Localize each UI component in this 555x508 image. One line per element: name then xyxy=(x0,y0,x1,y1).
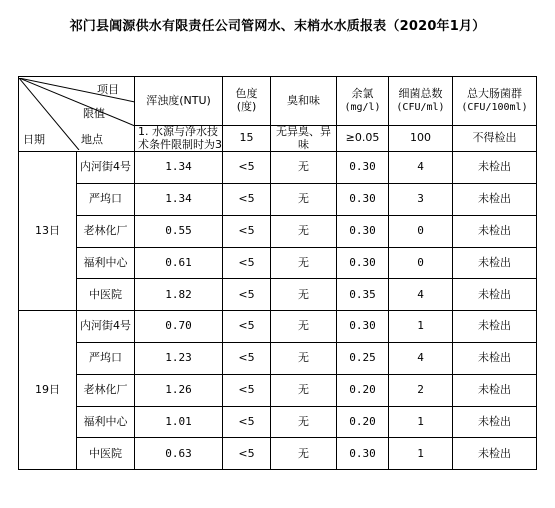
odor-cell: 无 xyxy=(271,406,337,438)
table-row xyxy=(19,152,537,184)
turbidity-cell: 1.23 xyxy=(135,343,223,375)
date-cell: 19日 xyxy=(19,311,77,470)
table-row xyxy=(19,406,537,438)
limit-odor: 无异臭、异味 xyxy=(271,126,337,152)
table-row xyxy=(19,247,537,279)
bacteria-cell: 1 xyxy=(389,406,453,438)
place-cell: 中医院 xyxy=(77,279,135,311)
chlorine-cell: 0.30 xyxy=(337,438,389,470)
table-row xyxy=(19,184,537,216)
turbidity-cell: 0.63 xyxy=(135,438,223,470)
turbidity-cell: 1.82 xyxy=(135,279,223,311)
turbidity-cell: 1.01 xyxy=(135,406,223,438)
turbidity-cell: 1.26 xyxy=(135,374,223,406)
coliform-cell: 未检出 xyxy=(453,215,537,247)
water-quality-table xyxy=(18,76,537,470)
bacteria-cell: 3 xyxy=(389,184,453,216)
place-cell: 福利中心 xyxy=(77,406,135,438)
limit-chlorine: ≥0.05 xyxy=(337,126,389,152)
bacteria-cell: 2 xyxy=(389,374,453,406)
color-cell: <5 xyxy=(223,279,271,311)
place-cell: 严坞口 xyxy=(77,343,135,375)
color-cell: <5 xyxy=(223,374,271,406)
color-cell: <5 xyxy=(223,215,271,247)
chlorine-cell: 0.30 xyxy=(337,215,389,247)
color-cell: <5 xyxy=(223,184,271,216)
bacteria-cell: 0 xyxy=(389,215,453,247)
coliform-cell: 未检出 xyxy=(453,406,537,438)
color-cell: <5 xyxy=(223,406,271,438)
chlorine-cell: 0.30 xyxy=(337,247,389,279)
date-cell: 13日 xyxy=(19,152,77,311)
turbidity-cell: 1.34 xyxy=(135,152,223,184)
odor-cell: 无 xyxy=(271,152,337,184)
chlorine-cell: 0.20 xyxy=(337,406,389,438)
turbidity-cell: 0.61 xyxy=(135,247,223,279)
coliform-cell: 未检出 xyxy=(453,279,537,311)
odor-cell: 无 xyxy=(271,438,337,470)
turbidity-cell: 0.70 xyxy=(135,311,223,343)
coliform-cell: 未检出 xyxy=(453,374,537,406)
place-cell: 老林化厂 xyxy=(77,215,135,247)
page-title: 祁门县阊源供水有限责任公司管网水、末梢水水质报表（2020年1月） xyxy=(69,19,486,34)
corner-date-label: 日期 xyxy=(23,133,45,147)
place-cell: 内河街4号 xyxy=(77,152,135,184)
coliform-cell: 未检出 xyxy=(453,184,537,216)
place-cell: 中医院 xyxy=(77,438,135,470)
corner-cell xyxy=(19,77,135,152)
turbidity-cell: 1.34 xyxy=(135,184,223,216)
bacteria-cell: 4 xyxy=(389,279,453,311)
col-header-color: 色度 (度) xyxy=(223,77,271,126)
table-row xyxy=(19,374,537,406)
coliform-cell: 未检出 xyxy=(453,311,537,343)
odor-cell: 无 xyxy=(271,247,337,279)
color-cell: <5 xyxy=(223,343,271,375)
limit-color: 15 xyxy=(223,126,271,152)
col-header-bacteria: 细菌总数 (CFU/ml) xyxy=(389,77,453,126)
bacteria-cell: 4 xyxy=(389,152,453,184)
table-row xyxy=(19,279,537,311)
corner-item-label: 项目 xyxy=(97,83,119,97)
col-header-chlorine: 余氯 (mg/l) xyxy=(337,77,389,126)
bacteria-cell: 1 xyxy=(389,311,453,343)
place-cell: 福利中心 xyxy=(77,247,135,279)
corner-place-label: 地点 xyxy=(81,133,103,147)
bacteria-cell: 4 xyxy=(389,343,453,375)
color-cell: <5 xyxy=(223,438,271,470)
color-cell: <5 xyxy=(223,152,271,184)
limit-coliform: 不得检出 xyxy=(453,126,537,152)
odor-cell: 无 xyxy=(271,311,337,343)
corner-limit-label: 限值 xyxy=(83,107,105,121)
coliform-cell: 未检出 xyxy=(453,247,537,279)
coliform-cell: 未检出 xyxy=(453,438,537,470)
table-row xyxy=(19,438,537,470)
odor-cell: 无 xyxy=(271,215,337,247)
chlorine-cell: 0.30 xyxy=(337,311,389,343)
table-row xyxy=(19,343,537,375)
col-header-turbidity: 浑浊度(NTU) xyxy=(135,77,223,126)
chlorine-cell: 0.30 xyxy=(337,184,389,216)
odor-cell: 无 xyxy=(271,374,337,406)
limit-turbidity: 1. 水源与净水技术条件限制时为3 xyxy=(135,126,223,152)
place-cell: 老林化厂 xyxy=(77,374,135,406)
table-row xyxy=(19,311,537,343)
odor-cell: 无 xyxy=(271,343,337,375)
header-row xyxy=(19,77,537,126)
place-cell: 内河街4号 xyxy=(77,311,135,343)
color-cell: <5 xyxy=(223,247,271,279)
bacteria-cell: 1 xyxy=(389,438,453,470)
col-header-odor: 臭和味 xyxy=(271,77,337,126)
limit-bacteria: 100 xyxy=(389,126,453,152)
odor-cell: 无 xyxy=(271,279,337,311)
chlorine-cell: 0.20 xyxy=(337,374,389,406)
chlorine-cell: 0.30 xyxy=(337,152,389,184)
coliform-cell: 未检出 xyxy=(453,343,537,375)
coliform-cell: 未检出 xyxy=(453,152,537,184)
data-body xyxy=(19,152,537,470)
bacteria-cell: 0 xyxy=(389,247,453,279)
color-cell: <5 xyxy=(223,311,271,343)
odor-cell: 无 xyxy=(271,184,337,216)
table-row xyxy=(19,215,537,247)
chlorine-cell: 0.25 xyxy=(337,343,389,375)
chlorine-cell: 0.35 xyxy=(337,279,389,311)
place-cell: 严坞口 xyxy=(77,184,135,216)
col-header-coliform: 总大肠菌群 (CFU/100ml) xyxy=(453,77,537,126)
turbidity-cell: 0.55 xyxy=(135,215,223,247)
